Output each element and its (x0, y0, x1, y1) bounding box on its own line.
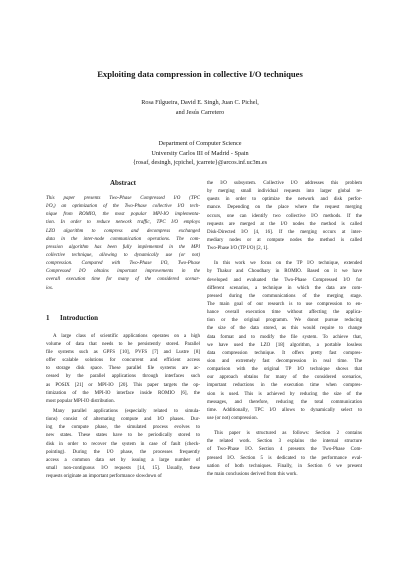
department: Department of Computer Science (158, 140, 242, 147)
text-line: we have used the LZO [18] algorithm, a portable lossless (207, 342, 362, 348)
intro-paragraph (46, 333, 200, 406)
body-paragraph (207, 260, 362, 423)
text-line: tions) consist of alternating compute and I/O phases. Dur- (46, 417, 200, 423)
text-line: pression algorithm has been fully implemented in the MPI (46, 244, 200, 250)
author-line: and Jesús Carretero (175, 109, 225, 116)
text-line: comparison with the original TP I/O technique shows that (207, 367, 362, 373)
text-line: the main conclusions derived from this work. (207, 471, 298, 477)
affiliation-block (0, 139, 400, 168)
text-line: pressed during the communications of the merging stage. (207, 293, 362, 299)
text-line: tion. In order to reduce network traffic, TPC I/O employs (46, 220, 200, 226)
text-line: Compressed I/O obtains important improvements in the (46, 269, 200, 275)
text-line: file systems such as GPFS [10], PVFS [7] and Lustre [8] (46, 349, 200, 355)
body-paragraph (207, 180, 362, 253)
text-line: by merging small individual requests into larger global re- (207, 189, 362, 195)
right-column (207, 180, 362, 479)
university: University Carlos III of Madrid - Spain (151, 149, 249, 157)
text-line: A large class of scientific applications operates on a high (53, 333, 200, 339)
text-line: tion or the original programm. We donot pursue reducing (207, 318, 362, 324)
text-line: small non-contiguous I/O requests [14, 15]. Usually, these (46, 465, 200, 471)
author-line: Rosa Filgueira, David E. Singh, Juan C. Pichel, (141, 99, 259, 106)
text-line: pressed I/O. Section 5 is dedicated to the performance eval- (207, 455, 362, 461)
text-line: hance overall execution time without affecting the applica- (207, 310, 362, 316)
text-line: as POSIX [21] or MPI-IO [20]. This paper targets the op- (46, 382, 200, 388)
text-line: Disk-Directed I/O [4, 16]. If the merging occurs at inter- (207, 229, 362, 235)
text-line: data in the inter-node communication operations. The com- (46, 236, 200, 242)
text-line: ios. (46, 285, 54, 291)
text-line: sion is used. This is achieved by reducing the size of the (207, 391, 362, 397)
text-line: timization of the MPI-IO interface inside ROMIO [6], the (46, 390, 200, 396)
text-line: disk in order to recover the system in case of fault (check- (46, 441, 200, 447)
text-line: time. Additionally, TPC I/O allows to dynamically select to (207, 407, 362, 413)
text-line: The main goal of our research is to use compression to en- (207, 301, 362, 307)
text-line: collective technique, allowing to dynamically use (or not) (46, 252, 200, 258)
text-line: compression. Compared with Two-Phase I/O, Two-Phase (46, 261, 200, 267)
text-line: offer scalable solutions for concurrent and efficient access (46, 358, 200, 364)
text-line: most popular MPI-IO distribution. (46, 398, 115, 404)
text-line: Two-Phase I/O (TP I/O) [2, 1]. (207, 246, 269, 252)
text-line: Many parallel applications (especially related to simula- (53, 408, 200, 414)
text-line: cessed by the parallel applications through interfaces such (46, 374, 200, 380)
text-line: requests are merged at the I/O nodes the method is called (207, 221, 362, 227)
text-line: different scenarios, a technique in which the data are com- (207, 285, 362, 291)
text-line: developed and evaluated the Two-Phase Compressed I/O for (207, 277, 362, 283)
text-line: ing the compute phase, the simulated process evolves to (46, 425, 200, 431)
text-line: pointing). During the I/O phase, the processes frequently (46, 449, 200, 455)
text-line: nique from ROMIO, the most popular MPI-IO implementa- (46, 212, 200, 218)
text-line: volume of data that needs to be persistently stored. Parallel (46, 341, 200, 347)
text-line: mance. Depending on the place where the request merging (207, 205, 362, 211)
text-line: the related work. Section 3 explains the internal structure (207, 439, 362, 445)
text-line: our approach obtains for many of the considered scenarios, (207, 375, 362, 381)
text-line: This paper presents Two-Phase Compressed I/O (TPC (46, 196, 200, 201)
text-line: of Two-Phase I/O. Section 4 presents the Two-Phase Com- (207, 447, 362, 453)
text-line: quests in order to optimize the network and disk perfor- (207, 197, 362, 203)
text-line: data compression technique. It offers pretty fast compres- (207, 350, 362, 356)
section-title: Introduction (60, 313, 98, 322)
section-number: 1 (46, 313, 50, 322)
text-line: new states. These states have to be periodically stored to (46, 433, 200, 439)
text-line: important reductions in the execution time when compres- (207, 383, 362, 389)
email-list: {rosaf, desingh, jcpichel, jcarrete}@arcos.inf.uc3m.es (132, 159, 268, 167)
text-line: the I/O subsystem. Collective I/O addresses this problem (207, 181, 362, 186)
text-line: This paper is structured as follows: Section 2 contains (214, 431, 362, 437)
abstract-text (46, 195, 200, 293)
text-line: by Thakur and Choudhary in ROMIO. Based on it we have (207, 269, 362, 275)
text-line: the size of the data stored, as this would require to change (207, 326, 362, 332)
text-line: mediary nodes or at compute nodes the method is called (207, 237, 362, 243)
body-paragraph (207, 430, 362, 479)
text-line: In this work we focus on the TP I/O technique, extended (214, 261, 362, 267)
section-heading (46, 313, 200, 323)
text-line: to storage disk space. These parallel file systems are ac- (46, 366, 200, 372)
left-column (46, 178, 200, 481)
paper-title: Exploiting data compression in collective I/O techniques (97, 69, 303, 79)
author-list (0, 98, 400, 118)
text-line: uation of both techniques. Finally, in Section 6 we present (207, 463, 362, 469)
text-line: requests originate an important performance slowdown of (46, 474, 162, 480)
text-line: data format and to modify the file system. To achieve that, (207, 334, 362, 340)
text-line: use (or not) compression. (207, 415, 258, 421)
text-line: LZO algorithm to compress and decompress exchanged (46, 228, 200, 234)
text-line: I/O,) an optimization of the Two-Phase collective I/O tech- (46, 204, 200, 210)
text-line: messages, and therefore, reducing the total communication (207, 399, 362, 405)
text-line: overall execution time for many of the considered scenar- (46, 277, 200, 283)
text-line: occurs, one can identify two collective I/O methods. If the (207, 213, 362, 219)
text-line: sion and extremely fast decompression in real time. The (207, 358, 362, 364)
intro-paragraph (46, 408, 200, 481)
abstract-heading: Abstract (109, 179, 137, 187)
text-line: access a common data set by issuing a large number of (46, 457, 200, 463)
